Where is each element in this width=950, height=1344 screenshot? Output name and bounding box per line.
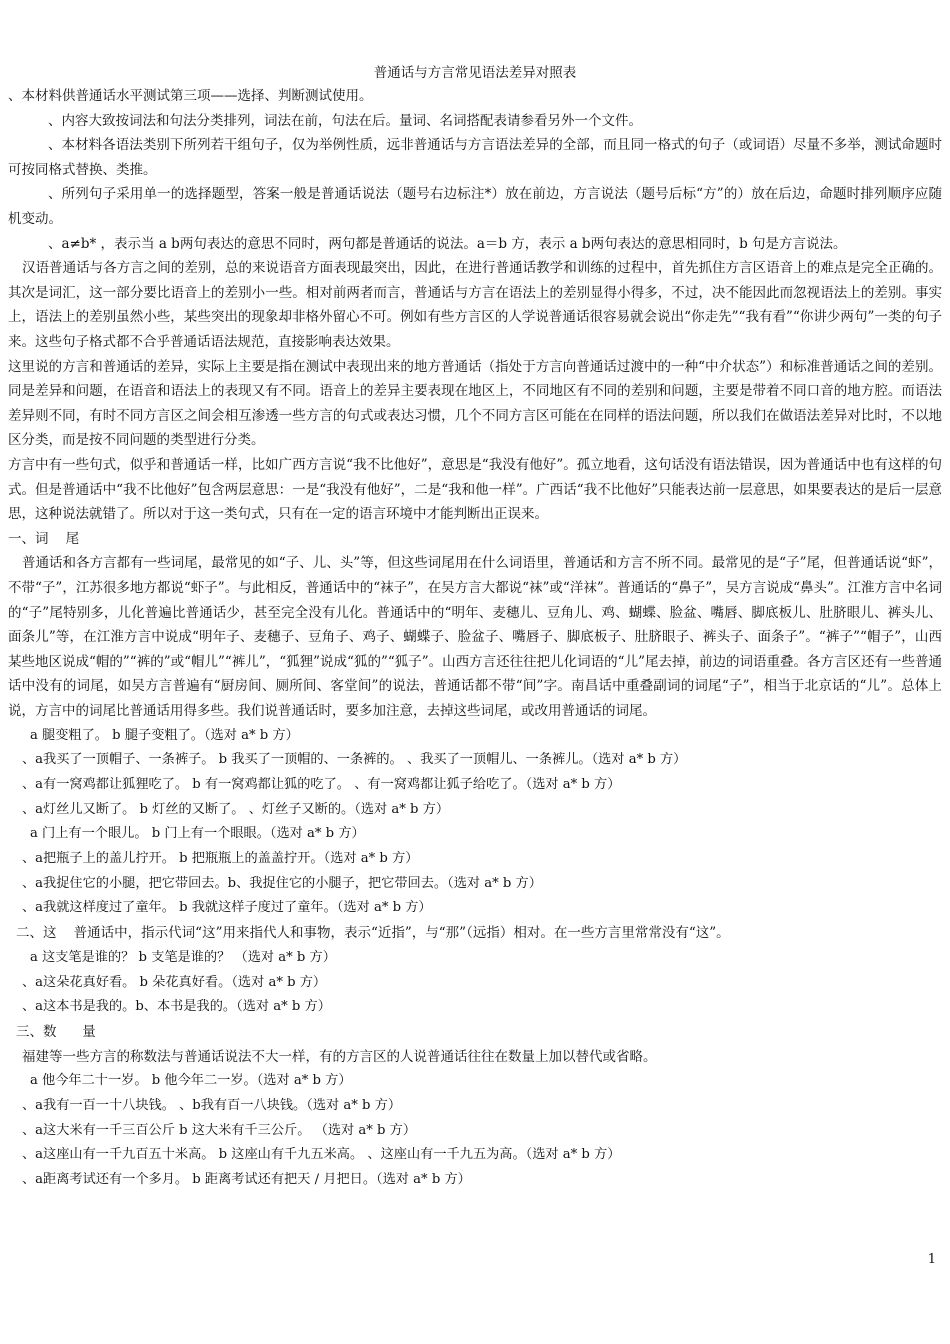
page-number: 1 <box>927 1252 936 1267</box>
example-line: 、a有一窝鸡都让狐狸吃了。 b 有一窝鸡都让狐的吃了。 、有一窝鸡都让狐子给吃了。（选对 a* b 方） <box>22 776 621 792</box>
intro-item-2: 、内容大致按词法和句法分类排列，词法在前，句法在后。量词、名词搭配表请参看另外一个文件。 <box>48 112 642 129</box>
example-line: 、a这本书是我的。b、本书是我的。（选对 a* b 方） <box>22 999 331 1015</box>
body-paragraph-2: 这里说的方言和普通话的差异，实际上主要是指在测试中表现出来的地方普通话（指处于方言向普通话过渡中的一种“中介状态”）和标准普通话之间的差别。同是差异和问题，在语音和语法上的表现又有不同。语音上的差异主要表现在地区上，不同地区有不同的差别和问题，主要是带着不同口音的地方腔。而语法差异则不同，有时不同方言区之间会相互渗透一些方言的句式或表达习惯，几个不同方言区可能在在同样的语法问题，所以我们在做语法差异对比时，不以地区分类，而是按不同问题的类型进行分类。 <box>8 358 942 449</box>
example-line: a 腿变粗了。 b 腿子变粗了。（选对 a* b 方） <box>30 727 299 743</box>
example-line: 、a这大米有一千三百公斤 b 这大米有千三公斤。 （选对 a* b 方） <box>22 1122 417 1138</box>
intro-item-1: 、本材料供普通话水平测试第三项——选择、判断测试使用。 <box>8 88 373 104</box>
example-line: 、a我就这样度过了童年。 b 我就这样子度过了童年。（选对 a* b 方） <box>22 900 432 916</box>
body-paragraph-1: 汉语普通话与各方言之间的差别，总的来说语音方面表现最突出，因此，在进行普通话教学和训练的过程中，首先抓住方言区语音上的难点是完全正确的。其次是词汇，这一部分要比语音上的差别小一些。相对前两者而言，普通话与方言在语法上的差别显得小得多，不过，决不能因此而忽视语法上的差别。事实上，语法上的差别虽然小些，某些突出的现象却非格外留心不可。例如有些方言区的人学说普通话很容易就会说出“你走先”“我有看”“你讲少两句”一类的句子来。这些句子格式都不合乎普通话语法规范，直接影响表达效果。 <box>8 260 942 350</box>
example-line: 、a这朵花真好看。 b 朵花真好看。（选对 a* b 方） <box>22 974 327 990</box>
example-line: 、a灯丝儿又断了。 b 灯丝的又断了。 、灯丝子又断的。（选对 a* b 方） <box>22 801 450 817</box>
example-line: 、a这座山有一千九百五十米高。 b 这座山有千九五米高。 、这座山有一千九五为高。（选对 a* b 方） <box>22 1147 621 1163</box>
section-heading-suffix: 一、词 尾 <box>8 530 80 547</box>
example-line: 、a我捉住它的小腿，把它带回去。b、我捉住它的小腿子，把它带回去。（选对 a* b 方） <box>22 875 542 891</box>
section-heading-numerals: 三、数 量 <box>16 1023 96 1040</box>
intro-item-5: 、a≠b* ，表示当 a b两句表达的意思不同时，两句都是普通话的说法。a＝b 方，表示 a b两句表达的意思相同时，b 句是方言说法。 <box>48 235 847 252</box>
document-page <box>8 62 942 1193</box>
example-line: 、a我有一百一十八块钱。 、b我有百一八块钱。（选对 a* b 方） <box>22 1097 402 1113</box>
intro-item-4: 、所列句子采用单一的选择题型，答案一般是普通话说法（题号右边标注*）放在前边，方言说法（题号后标“方”的）放在后边，命题时排列顺序应随机变动。 <box>8 186 942 227</box>
body-paragraph-3: 方言中有一些句式，似乎和普通话一样，比如广西方言说“我不比他好”，意思是“我没有他好”。孤立地看，这句话没有语法错误，因为普通话中也有这样的句式。但是普通话中“我不比他好”包含两层意思：一是“我没有他好”，二是“我和他一样”。广西话“我不比他好”只能表达前一层意思，如果要表达的是后一层意思，这种说法就错了。所以对于这一类句式，只有在一定的语言环境中才能判断出正误来。 <box>8 456 942 523</box>
section-heading-this: 二、这 普通话中，指示代词“这”用来指代人和事物，表示“近指”，与“那”（远指）相对。在一些方言里常常没有“这”。 <box>16 925 730 942</box>
example-line: a 他今年二十一岁。 b 他今年二一岁。（选对 a* b 方） <box>30 1073 352 1089</box>
example-line: 、a距离考试还有一个多月。 b 距离考试还有把天 / 月把日。（选对 a* b 方） <box>22 1172 471 1188</box>
document-title: 普通话与方言常见语法差异对照表 <box>373 65 577 81</box>
example-line: 、a我买了一顶帽子、一条裤子。 b 我买了一顶帽的、一条裤的。 、我买了一顶帽儿、一条裤儿。（选对 a* b 方） <box>22 752 687 768</box>
intro-item-3: 、本材料各语法类别下所列若干组句子，仅为举例性质，远非普通话与方言语法差异的全部，而且同一格式的句子（或词语）尽量不多举，测试命题时可按同格式替换、类推。 <box>8 137 942 178</box>
section-body-suffix: 普通话和各方言都有一些词尾，最常见的如“子、儿、头”等，但这些词尾用在什么词语里，普通话和方言不所不同。最常见的是“子”尾，但普通话说“虾”，不带“子”，江苏很多地方都说“虾子”。与此相反，普通话中的“袜子”，在吴方言大都说“袜”或“洋袜”。普通话的“鼻子”，吴方言说成“鼻头”。江淮方言中名词的“子”尾特别多，儿化普遍比普通话少，甚至完全没有儿化。普通话中的“明年、麦穗儿、豆角儿、鸡、蝴蝶、脸盆、嘴唇、脚底板儿、肚脐眼儿、裤头儿、面条儿”等，在江淮方言中说成“明年子、麦穗子、豆角子、鸡子、蝴蝶子、脸盆子、嘴唇子、脚底板子、肚脐眼子、裤头子、面条子”。“裤子”“帽子”，山西某些地区说成“帽的”“裤的”或“帽儿”“裤儿”，“狐狸”说成“狐的”“狐子”。山西方言还往往把儿化词语的“儿”尾去掉，前边的词语重叠。各方言区还有一些普通话中没有的词尾，如吴方言普遍有“厨房间、厕所间、客堂间”的说法，普通话都不带“间”字。南昌话中重叠副词的词尾“子”，相当于北京话的“儿”。总体上说，方言中的词尾比普通话用得多些。我们说普通话时，要多加注意，去掉这些词尾，或改用普通话的词尾。 <box>8 555 942 719</box>
section-body-numerals: 福建等一些方言的称数法与普通话说法不大一样，有的方言区的人说普通话往往在数量上加以替代或省略。 <box>22 1048 657 1065</box>
example-line: 、a把瓶子上的盖儿拧开。 b 把瓶瓶上的盖盖拧开。（选对 a* b 方） <box>22 851 419 867</box>
example-line: a 这支笔是谁的？ b 支笔是谁的？ （选对 a* b 方） <box>30 949 336 965</box>
example-line: a 门上有一个眼儿。 b 门上有一个眼眼。（选对 a* b 方） <box>30 826 365 842</box>
